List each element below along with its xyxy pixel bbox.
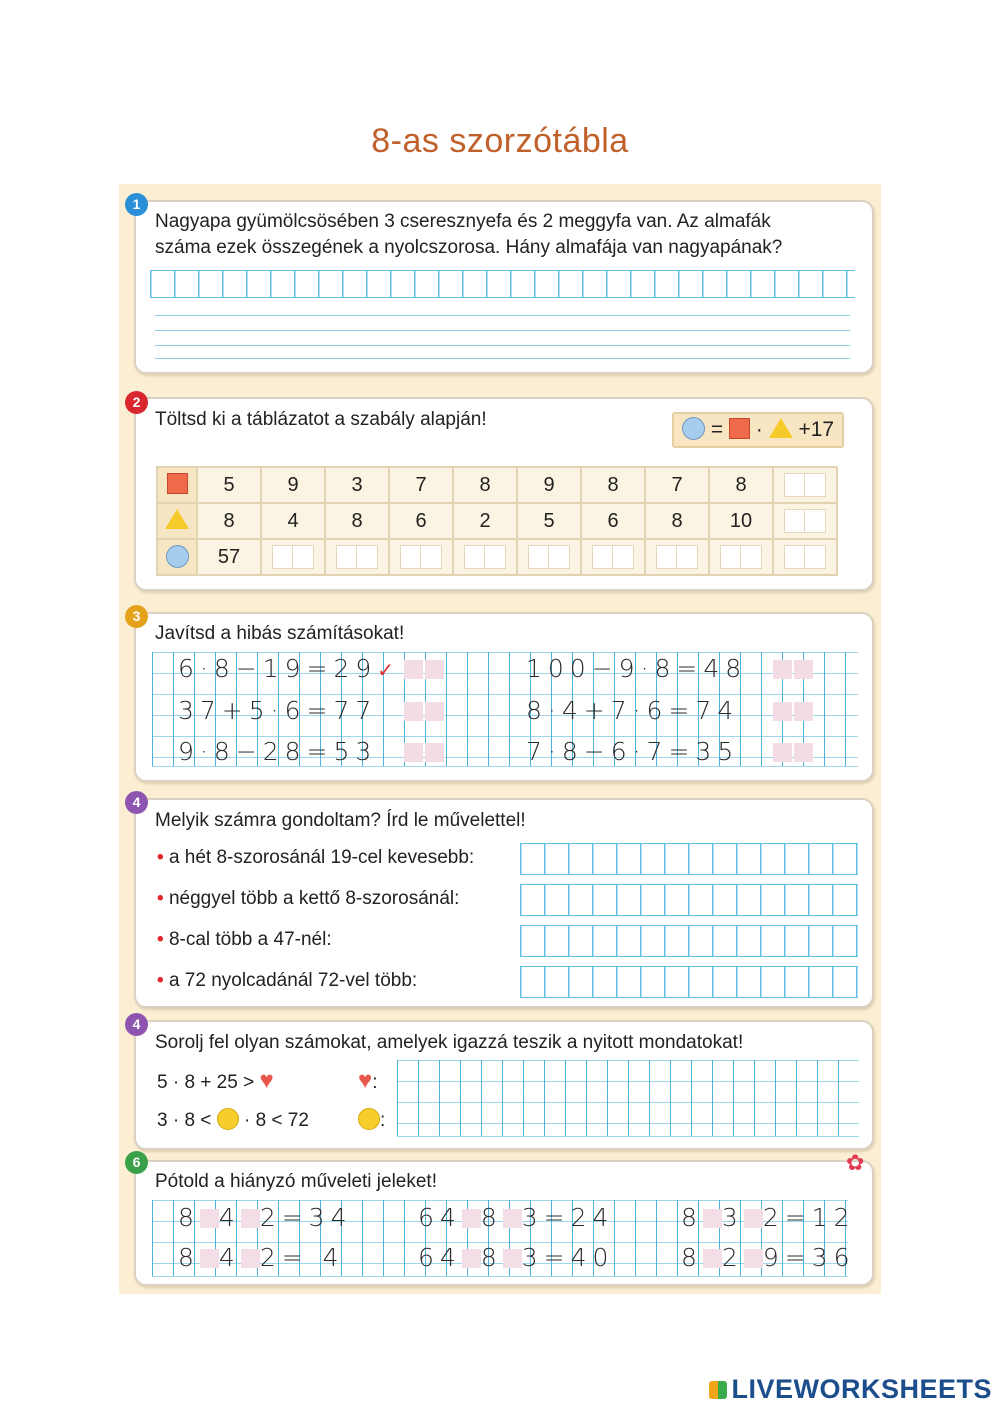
calculation-right-2: 8·4+7·6=74 xyxy=(526,696,740,725)
formula-plus: +17 xyxy=(798,418,835,441)
operator-box[interactable] xyxy=(503,1209,522,1228)
correction-box[interactable] xyxy=(794,660,813,679)
correction-box[interactable] xyxy=(425,660,444,679)
calculation-text: 6·8−19=29 xyxy=(178,654,378,683)
answer-box[interactable] xyxy=(720,545,762,569)
operator-box[interactable] xyxy=(744,1209,763,1228)
bullet: • xyxy=(157,929,164,950)
row-header xyxy=(157,467,197,503)
operation-row xyxy=(418,1243,614,1272)
operand: 8 xyxy=(480,1243,503,1272)
table-row-triangle xyxy=(157,503,837,539)
table-cell: 8 xyxy=(453,467,517,503)
operand: 3 xyxy=(521,1203,544,1232)
operation-row xyxy=(418,1203,614,1232)
exercise-number-badge: 4 xyxy=(125,791,148,814)
table-cell: 9 xyxy=(517,467,581,503)
operation-row xyxy=(178,1203,352,1232)
answer-box[interactable] xyxy=(400,545,442,569)
operation-row xyxy=(178,1243,345,1272)
triangle-icon xyxy=(165,509,189,529)
table-cell: 6 xyxy=(389,503,453,539)
operand: 4 xyxy=(218,1203,241,1232)
table-cell[interactable] xyxy=(453,539,517,575)
table-cell[interactable] xyxy=(773,467,837,503)
calculation-left-2: 37+5·6=77 xyxy=(178,696,378,725)
operator-box[interactable] xyxy=(462,1249,481,1268)
list-item xyxy=(157,886,459,912)
heart-icon: ♥ xyxy=(259,1067,274,1094)
operator-box[interactable] xyxy=(200,1209,219,1228)
operation-row xyxy=(681,1243,855,1272)
exercise-number-badge: 4 xyxy=(125,1013,148,1036)
answer-box[interactable] xyxy=(336,545,378,569)
operator-box[interactable] xyxy=(200,1249,219,1268)
operand: 64 xyxy=(418,1203,462,1232)
table-cell: 6 xyxy=(581,503,645,539)
bullet: • xyxy=(157,970,164,991)
triangle-icon xyxy=(769,418,793,438)
operator-box[interactable] xyxy=(503,1249,522,1268)
exercise-number-badge: 6 xyxy=(125,1151,148,1174)
correction-box[interactable] xyxy=(773,702,792,721)
coin-answer-label xyxy=(358,1108,385,1134)
answer-box[interactable] xyxy=(592,545,634,569)
logo-text: LIVEWORKSHEETS xyxy=(731,1374,992,1404)
answer-box[interactable] xyxy=(784,545,826,569)
exercise-3-text: Javítsd a hibás számításokat! xyxy=(155,623,405,644)
exercise-1-text-line2: száma ezek összegének a nyolcszorosa. Hány almafája van nagyapának? xyxy=(155,237,783,258)
correction-box[interactable] xyxy=(404,660,423,679)
operator-box[interactable] xyxy=(241,1209,260,1228)
table-cell: 8 xyxy=(325,503,389,539)
table-cell[interactable] xyxy=(773,539,837,575)
colon: : xyxy=(372,1072,378,1093)
operand: 3 xyxy=(721,1203,744,1232)
answer-line[interactable] xyxy=(155,330,850,331)
table-cell: 8 xyxy=(709,467,773,503)
answer-writing-strip[interactable] xyxy=(150,270,855,298)
rule-formula xyxy=(672,412,844,448)
operator-box[interactable] xyxy=(462,1209,481,1228)
list-item-text: 8-cal több a 47-nél: xyxy=(168,929,332,950)
answer-box[interactable] xyxy=(784,473,826,497)
exercise-number-badge: 1 xyxy=(125,193,148,216)
operator-box[interactable] xyxy=(744,1249,763,1268)
table-cell: 3 xyxy=(325,467,389,503)
logo-icon xyxy=(709,1381,727,1399)
answer-box[interactable] xyxy=(656,545,698,569)
bullet: • xyxy=(157,888,164,909)
operand: 4 xyxy=(218,1243,241,1272)
operand: 8 xyxy=(480,1203,503,1232)
rule-table xyxy=(156,466,838,576)
exercise-2-text: Töltsd ki a táblázatot a szabály alapján! xyxy=(155,409,487,430)
result: =24 xyxy=(543,1203,615,1232)
table-cell: 7 xyxy=(389,467,453,503)
operand: 2 xyxy=(762,1203,785,1232)
list-item-text: néggyel több a kettő 8-szorosánál: xyxy=(168,888,460,909)
table-cell[interactable] xyxy=(645,539,709,575)
coin-icon xyxy=(217,1108,239,1130)
answer-grid[interactable] xyxy=(397,1060,859,1137)
answer-line[interactable] xyxy=(155,358,850,359)
result: =34 xyxy=(281,1203,353,1232)
operand: 8 xyxy=(681,1243,703,1272)
correction-box[interactable] xyxy=(773,660,792,679)
table-cell[interactable] xyxy=(581,539,645,575)
circle-icon xyxy=(166,545,189,568)
answer-box[interactable] xyxy=(272,545,314,569)
flower-icon: ✿ xyxy=(846,1150,865,1175)
operand: 64 xyxy=(418,1243,462,1272)
formula-equals: = xyxy=(710,418,724,441)
colon: : xyxy=(380,1110,386,1131)
answer-line[interactable] xyxy=(155,345,850,346)
result: = 4 xyxy=(281,1243,345,1272)
exercise-6-text: Pótold a hiányzó műveleti jeleket! xyxy=(155,1171,437,1192)
result: =12 xyxy=(784,1203,856,1232)
operand: 3 xyxy=(521,1243,544,1272)
list-item xyxy=(157,927,332,953)
table-cell: 9 xyxy=(261,467,325,503)
correction-box[interactable] xyxy=(425,702,444,721)
answer-writing-strip[interactable] xyxy=(520,843,858,875)
heart-icon: ♥ xyxy=(358,1067,373,1094)
square-icon xyxy=(729,418,750,439)
result: =40 xyxy=(543,1243,615,1272)
table-cell[interactable] xyxy=(261,539,325,575)
open-sentence-1 xyxy=(157,1068,274,1096)
calculation-right-1: 100−9·8=48 xyxy=(526,654,748,683)
coin-icon xyxy=(358,1108,380,1130)
list-item-text: a 72 nyolcadánál 72-vel több: xyxy=(168,970,418,991)
table-cell: 2 xyxy=(453,503,517,539)
correction-box[interactable] xyxy=(425,743,444,762)
open-sentence-2 xyxy=(157,1108,309,1134)
table-cell: 8 xyxy=(581,467,645,503)
table-cell: 8 xyxy=(645,503,709,539)
expression: 5 · 8 + 25 > xyxy=(157,1072,255,1093)
operation-row xyxy=(681,1203,855,1232)
row-header xyxy=(157,539,197,575)
operator-box[interactable] xyxy=(703,1209,722,1228)
expression-post: · 8 < 72 xyxy=(243,1110,309,1131)
table-cell[interactable] xyxy=(517,539,581,575)
answer-line[interactable] xyxy=(155,315,850,316)
correction-box[interactable] xyxy=(404,702,423,721)
operator-box[interactable] xyxy=(703,1249,722,1268)
formula-dot: · xyxy=(755,418,763,441)
correction-box[interactable] xyxy=(794,702,813,721)
check-mark: ✓ xyxy=(377,658,395,682)
list-item xyxy=(157,845,474,871)
answer-writing-strip[interactable] xyxy=(520,884,858,916)
operand: 2 xyxy=(721,1243,744,1272)
calculation-left-3: 9·8−28=53 xyxy=(178,737,378,766)
operand: 2 xyxy=(259,1243,282,1272)
row-header xyxy=(157,503,197,539)
answer-box[interactable] xyxy=(528,545,570,569)
answer-writing-strip[interactable] xyxy=(520,925,858,957)
table-row-circle xyxy=(157,539,837,575)
operand: 8 xyxy=(178,1243,200,1272)
circle-icon xyxy=(682,417,705,440)
page-title: 8-as szorzótábla xyxy=(371,122,629,160)
answer-writing-strip[interactable] xyxy=(520,966,858,998)
exercise-1-text-line1: Nagyapa gyümölcsösében 3 cseresznyefa és 2 meggyfa van. Az almafák xyxy=(155,211,771,232)
expression-pre: 3 · 8 < xyxy=(157,1110,212,1131)
table-cell[interactable] xyxy=(709,539,773,575)
exercise-number-badge: 2 xyxy=(125,391,148,414)
list-item-text: a hét 8-szorosánál 19-cel kevesebb: xyxy=(168,847,475,868)
table-cell[interactable] xyxy=(773,503,837,539)
calculation-right-3: 7·8−6·7=35 xyxy=(526,737,740,766)
square-icon xyxy=(167,473,188,494)
table-cell[interactable] xyxy=(325,539,389,575)
calculation-left-1 xyxy=(178,654,394,683)
operand: 8 xyxy=(681,1203,703,1232)
exercise-4-text: Melyik számra gondoltam? Írd le művelettel! xyxy=(155,810,526,831)
table-cell: 8 xyxy=(197,503,261,539)
liveworksheets-logo xyxy=(709,1374,992,1405)
result: =36 xyxy=(784,1243,856,1272)
table-cell: 10 xyxy=(709,503,773,539)
table-row-square xyxy=(157,467,837,503)
exercise-5-text: Sorolj fel olyan számokat, amelyek igazzá teszik a nyitott mondatokat! xyxy=(155,1032,744,1053)
operand: 8 xyxy=(178,1203,200,1232)
exercise-number-badge: 3 xyxy=(125,605,148,628)
operand: 2 xyxy=(259,1203,282,1232)
table-cell: 7 xyxy=(645,467,709,503)
operand: 9 xyxy=(762,1243,785,1272)
list-item xyxy=(157,968,417,994)
bullet: • xyxy=(157,847,164,868)
answer-box[interactable] xyxy=(784,509,826,533)
operator-box[interactable] xyxy=(241,1249,260,1268)
table-cell: 57 xyxy=(197,539,261,575)
answer-box[interactable] xyxy=(464,545,506,569)
correction-box[interactable] xyxy=(794,743,813,762)
table-cell[interactable] xyxy=(389,539,453,575)
heart-answer-label xyxy=(358,1068,378,1096)
correction-box[interactable] xyxy=(773,743,792,762)
table-cell: 5 xyxy=(517,503,581,539)
table-cell: 5 xyxy=(197,467,261,503)
correction-box[interactable] xyxy=(404,743,423,762)
table-cell: 4 xyxy=(261,503,325,539)
